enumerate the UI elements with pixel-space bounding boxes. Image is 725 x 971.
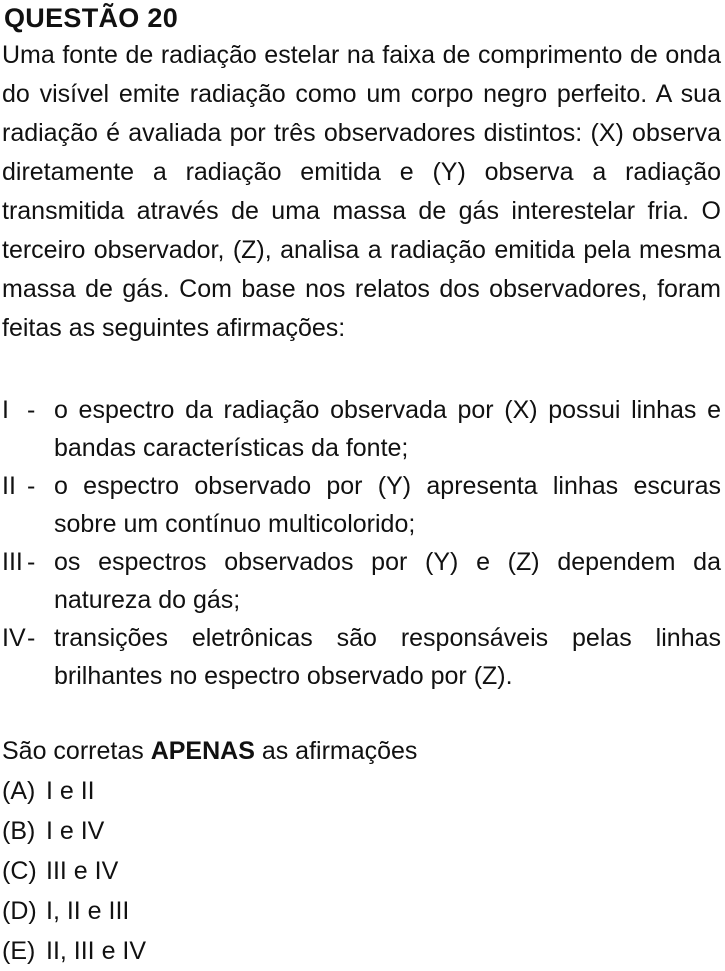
option-b[interactable] [2,811,146,851]
statement-numeral: III [2,548,23,576]
option-letter: (B) [2,817,36,845]
statement-iv [2,619,721,695]
option-e[interactable] [2,931,146,971]
option-text: I e II [46,777,95,805]
statement-ii [2,467,721,543]
statement-numeral: I [2,396,9,424]
prompt-after: as afirmações [254,737,418,765]
question-stem [2,36,721,348]
statement-iii [2,543,721,619]
prompt-before: São corretas [2,737,151,765]
option-text: I, II e III [46,897,130,925]
option-text: II, III e IV [46,937,147,965]
statement-dash: - [27,472,36,500]
statement-dash: - [27,396,36,424]
statement-dash: - [27,548,36,576]
stem-text: Uma fonte de radiação estelar na faixa de comprimento de onda do visível emite radiação como um corpo negro perfeito. A sua radiação é avaliada por três observadores distintos: (X) observa diretamente a radiação emitida e (Y) observa a radiação transmitida através de uma massa de gás interestelar fria. O terceiro observador, (Z), analisa a radiação emitida pela mesma massa de gás. Com base nos relatos dos observadores, foram feitas as seguintes afirmações: [2,41,721,342]
option-letter: (D) [2,897,37,925]
statement-text: os espectros observados por (Y) e (Z) dependem da natureza do gás; [54,548,721,614]
statement-numeral: II [2,472,16,500]
option-d[interactable] [2,891,146,931]
statement-text: o espectro observado por (Y) apresenta linhas escuras sobre um contínuo multicolorido; [54,472,721,538]
statement-i [2,391,721,467]
option-letter: (A) [2,777,36,805]
statement-text: o espectro da radiação observada por (X) possui linhas e bandas características da fonte; [54,396,721,462]
statement-numeral: IV [2,624,26,652]
option-letter: (E) [2,937,36,965]
statement-dash: - [27,624,36,652]
option-a[interactable] [2,771,146,811]
answer-options [2,771,146,971]
statements-list [2,391,721,695]
prompt-emphasis: APENAS [150,737,255,765]
option-text: III e IV [46,857,119,885]
option-c[interactable] [2,851,146,891]
option-text: I e IV [46,817,105,845]
question-title: QUESTÃO 20 [4,3,179,33]
question-prompt [2,732,417,770]
option-letter: (C) [2,857,37,885]
statement-text: transições eletrônicas são responsáveis pelas linhas brilhantes no espectro observado por (Z). [54,624,721,690]
